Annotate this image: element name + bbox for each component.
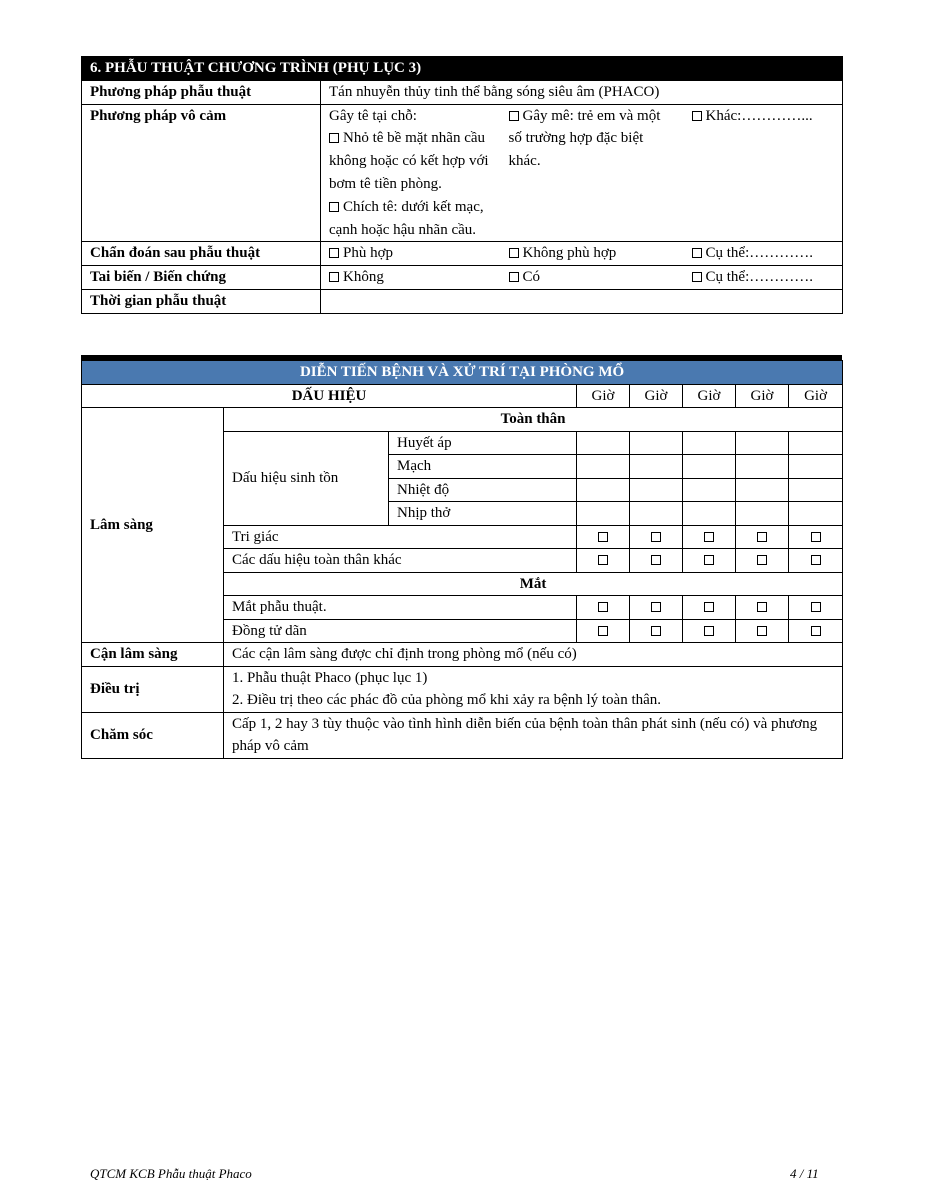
check-cell bbox=[577, 525, 630, 549]
signs-header: DẤU HIỆU bbox=[82, 384, 577, 408]
check-cell bbox=[683, 596, 736, 620]
checkbox[interactable] bbox=[811, 602, 821, 612]
checkbox[interactable] bbox=[692, 111, 702, 121]
anesthesia-topical-option bbox=[329, 127, 493, 195]
anesthesia-topical-text: Nhỏ tê bề mặt nhãn cầu không hoặc có kết hợp với bơm tê tiền phòng. bbox=[329, 130, 489, 192]
progress-table bbox=[81, 360, 843, 759]
anesthesia-other-text: Khác:…………... bbox=[705, 107, 813, 124]
anesthesia-general bbox=[501, 104, 684, 242]
checkbox[interactable] bbox=[692, 272, 702, 282]
checkbox[interactable] bbox=[811, 626, 821, 636]
checkbox[interactable] bbox=[509, 248, 519, 258]
complication-option-no-text: Không bbox=[343, 269, 384, 286]
operated-eye-label: Mắt phẫu thuật. bbox=[224, 596, 577, 620]
treatment-label: Điều trị bbox=[82, 666, 224, 712]
vital-cell[interactable] bbox=[577, 431, 630, 455]
checkbox[interactable] bbox=[811, 532, 821, 542]
check-cell bbox=[683, 549, 736, 573]
vital-blood-pressure: Huyết áp bbox=[389, 431, 577, 455]
vital-cell[interactable] bbox=[577, 478, 630, 502]
check-cell bbox=[577, 549, 630, 573]
postop-option-match-text: Phù hợp bbox=[343, 245, 394, 262]
checkbox[interactable] bbox=[651, 555, 661, 565]
check-cell bbox=[630, 525, 683, 549]
check-cell bbox=[683, 525, 736, 549]
check-cell bbox=[736, 596, 789, 620]
check-cell bbox=[630, 596, 683, 620]
treatment-line-1: 1. Phẫu thuật Phaco (phục lục 1) bbox=[232, 669, 428, 686]
footer-page-number: 4 / 11 bbox=[790, 1166, 819, 1181]
checkbox[interactable] bbox=[509, 272, 519, 282]
complication-option-no bbox=[321, 266, 501, 290]
checkbox[interactable] bbox=[598, 626, 608, 636]
surgery-program-table bbox=[81, 56, 843, 314]
vital-cell[interactable] bbox=[630, 502, 683, 526]
checkbox[interactable] bbox=[651, 626, 661, 636]
vital-cell[interactable] bbox=[789, 502, 843, 526]
postop-option-mismatch bbox=[501, 242, 684, 266]
vital-cell[interactable] bbox=[577, 502, 630, 526]
complication-option-specific bbox=[684, 266, 843, 290]
paraclinical-value: Các cận lâm sàng được chỉ định trong phòng mổ (nếu có) bbox=[224, 643, 843, 667]
complication-option-yes-text: Có bbox=[522, 269, 541, 286]
section-title: 6. PHẪU THUẬT CHƯƠNG TRÌNH (PHỤ LỤC 3) bbox=[82, 57, 843, 81]
method-value: Tán nhuyễn thủy tinh thể bằng sóng siêu âm (PHACO) bbox=[321, 80, 843, 104]
time-header: Giờ bbox=[630, 384, 683, 408]
vital-cell[interactable] bbox=[789, 431, 843, 455]
checkbox[interactable] bbox=[329, 248, 339, 258]
check-cell bbox=[789, 525, 843, 549]
checkbox[interactable] bbox=[329, 272, 339, 282]
check-cell bbox=[789, 596, 843, 620]
time-header: Giờ bbox=[789, 384, 843, 408]
checkbox[interactable] bbox=[757, 555, 767, 565]
anesthesia-general-text: Gây mê: trẻ em và một số trường hợp đặc biệt khác. bbox=[508, 107, 661, 170]
checkbox[interactable] bbox=[704, 602, 714, 612]
anesthesia-injection-option bbox=[329, 196, 493, 242]
time-header: Giờ bbox=[577, 384, 630, 408]
check-cell bbox=[683, 619, 736, 643]
treatment-line-2: 2. Điều trị theo các phác đồ của phòng mổ khi xảy ra bệnh lý toàn thân. bbox=[232, 692, 662, 708]
progress-title: DIỄN TIẾN BỆNH VÀ XỬ TRÍ TẠI PHÒNG MỔ bbox=[82, 361, 843, 385]
vital-respiration: Nhịp thở bbox=[389, 502, 577, 526]
complication-option-yes bbox=[501, 266, 684, 290]
checkbox[interactable] bbox=[704, 626, 714, 636]
vital-cell[interactable] bbox=[683, 455, 736, 479]
vital-cell[interactable] bbox=[630, 431, 683, 455]
check-cell bbox=[736, 525, 789, 549]
vital-signs-label: Dấu hiệu sinh tồn bbox=[224, 431, 389, 525]
clinical-label: Lâm sàng bbox=[82, 408, 224, 643]
pupil-label: Đồng tử dãn bbox=[224, 619, 577, 643]
checkbox[interactable] bbox=[509, 111, 519, 121]
complication-label: Tai biến / Biến chứng bbox=[82, 266, 321, 290]
time-header: Giờ bbox=[736, 384, 789, 408]
vital-cell[interactable] bbox=[736, 502, 789, 526]
checkbox[interactable] bbox=[329, 133, 339, 143]
postop-diagnosis-label: Chẩn đoán sau phẫu thuật bbox=[82, 242, 321, 266]
checkbox[interactable] bbox=[704, 532, 714, 542]
duration-label: Thời gian phẫu thuật bbox=[82, 289, 321, 313]
vital-pulse: Mạch bbox=[389, 455, 577, 479]
check-cell bbox=[736, 619, 789, 643]
anesthesia-other bbox=[684, 104, 843, 242]
vital-cell[interactable] bbox=[577, 455, 630, 479]
anesthesia-local-title: Gây tê tại chỗ: bbox=[329, 107, 417, 124]
postop-option-specific bbox=[684, 242, 843, 266]
anesthesia-injection-text: Chích tê: dưới kết mạc, cạnh hoặc hậu nhãn cầu. bbox=[329, 198, 484, 238]
checkbox[interactable] bbox=[651, 532, 661, 542]
checkbox[interactable] bbox=[651, 602, 661, 612]
vital-cell[interactable] bbox=[683, 431, 736, 455]
check-cell bbox=[577, 596, 630, 620]
vital-temperature: Nhiệt độ bbox=[389, 478, 577, 502]
check-cell bbox=[630, 619, 683, 643]
other-systemic-label: Các dấu hiệu toàn thân khác bbox=[224, 549, 577, 573]
consciousness-label: Tri giác bbox=[224, 525, 577, 549]
checkbox[interactable] bbox=[598, 532, 608, 542]
vital-cell[interactable] bbox=[789, 455, 843, 479]
postop-option-match bbox=[321, 242, 501, 266]
vital-cell[interactable] bbox=[736, 455, 789, 479]
care-label: Chăm sóc bbox=[82, 712, 224, 758]
checkbox[interactable] bbox=[757, 532, 767, 542]
vital-cell[interactable] bbox=[630, 478, 683, 502]
check-cell bbox=[736, 549, 789, 573]
checkbox[interactable] bbox=[757, 626, 767, 636]
care-value: Cấp 1, 2 hay 3 tùy thuộc vào tình hình diễn biến của bệnh toàn thân phát sinh (nếu có) và phương pháp vô cảm bbox=[224, 712, 843, 758]
time-header: Giờ bbox=[683, 384, 736, 408]
vital-cell[interactable] bbox=[736, 431, 789, 455]
duration-field[interactable] bbox=[321, 289, 843, 313]
checkbox[interactable] bbox=[329, 202, 339, 212]
footer-document-title: QTCM KCB Phẫu thuật Phaco bbox=[90, 1166, 252, 1181]
vital-cell[interactable] bbox=[683, 502, 736, 526]
checkbox[interactable] bbox=[598, 555, 608, 565]
vital-cell[interactable] bbox=[683, 478, 736, 502]
complication-option-specific-text: Cụ thể:…………. bbox=[705, 269, 813, 286]
method-label: Phương pháp phẫu thuật bbox=[82, 80, 321, 104]
checkbox[interactable] bbox=[811, 555, 821, 565]
paraclinical-label: Cận lâm sàng bbox=[82, 643, 224, 667]
checkbox[interactable] bbox=[598, 602, 608, 612]
check-cell bbox=[789, 619, 843, 643]
vital-cell[interactable] bbox=[630, 455, 683, 479]
check-cell bbox=[630, 549, 683, 573]
systemic-header: Toàn thân bbox=[224, 408, 843, 432]
checkbox[interactable] bbox=[692, 248, 702, 258]
anesthesia-local bbox=[321, 104, 501, 242]
checkbox[interactable] bbox=[704, 555, 714, 565]
anesthesia-label: Phương pháp vô cảm bbox=[82, 104, 321, 242]
eye-header: Mắt bbox=[224, 572, 843, 596]
check-cell bbox=[577, 619, 630, 643]
vital-cell[interactable] bbox=[736, 478, 789, 502]
checkbox[interactable] bbox=[757, 602, 767, 612]
treatment-value bbox=[224, 666, 843, 712]
vital-cell[interactable] bbox=[789, 478, 843, 502]
postop-option-mismatch-text: Không phù hợp bbox=[522, 245, 617, 262]
check-cell bbox=[789, 549, 843, 573]
postop-option-specific-text: Cụ thể:…………. bbox=[705, 245, 813, 262]
